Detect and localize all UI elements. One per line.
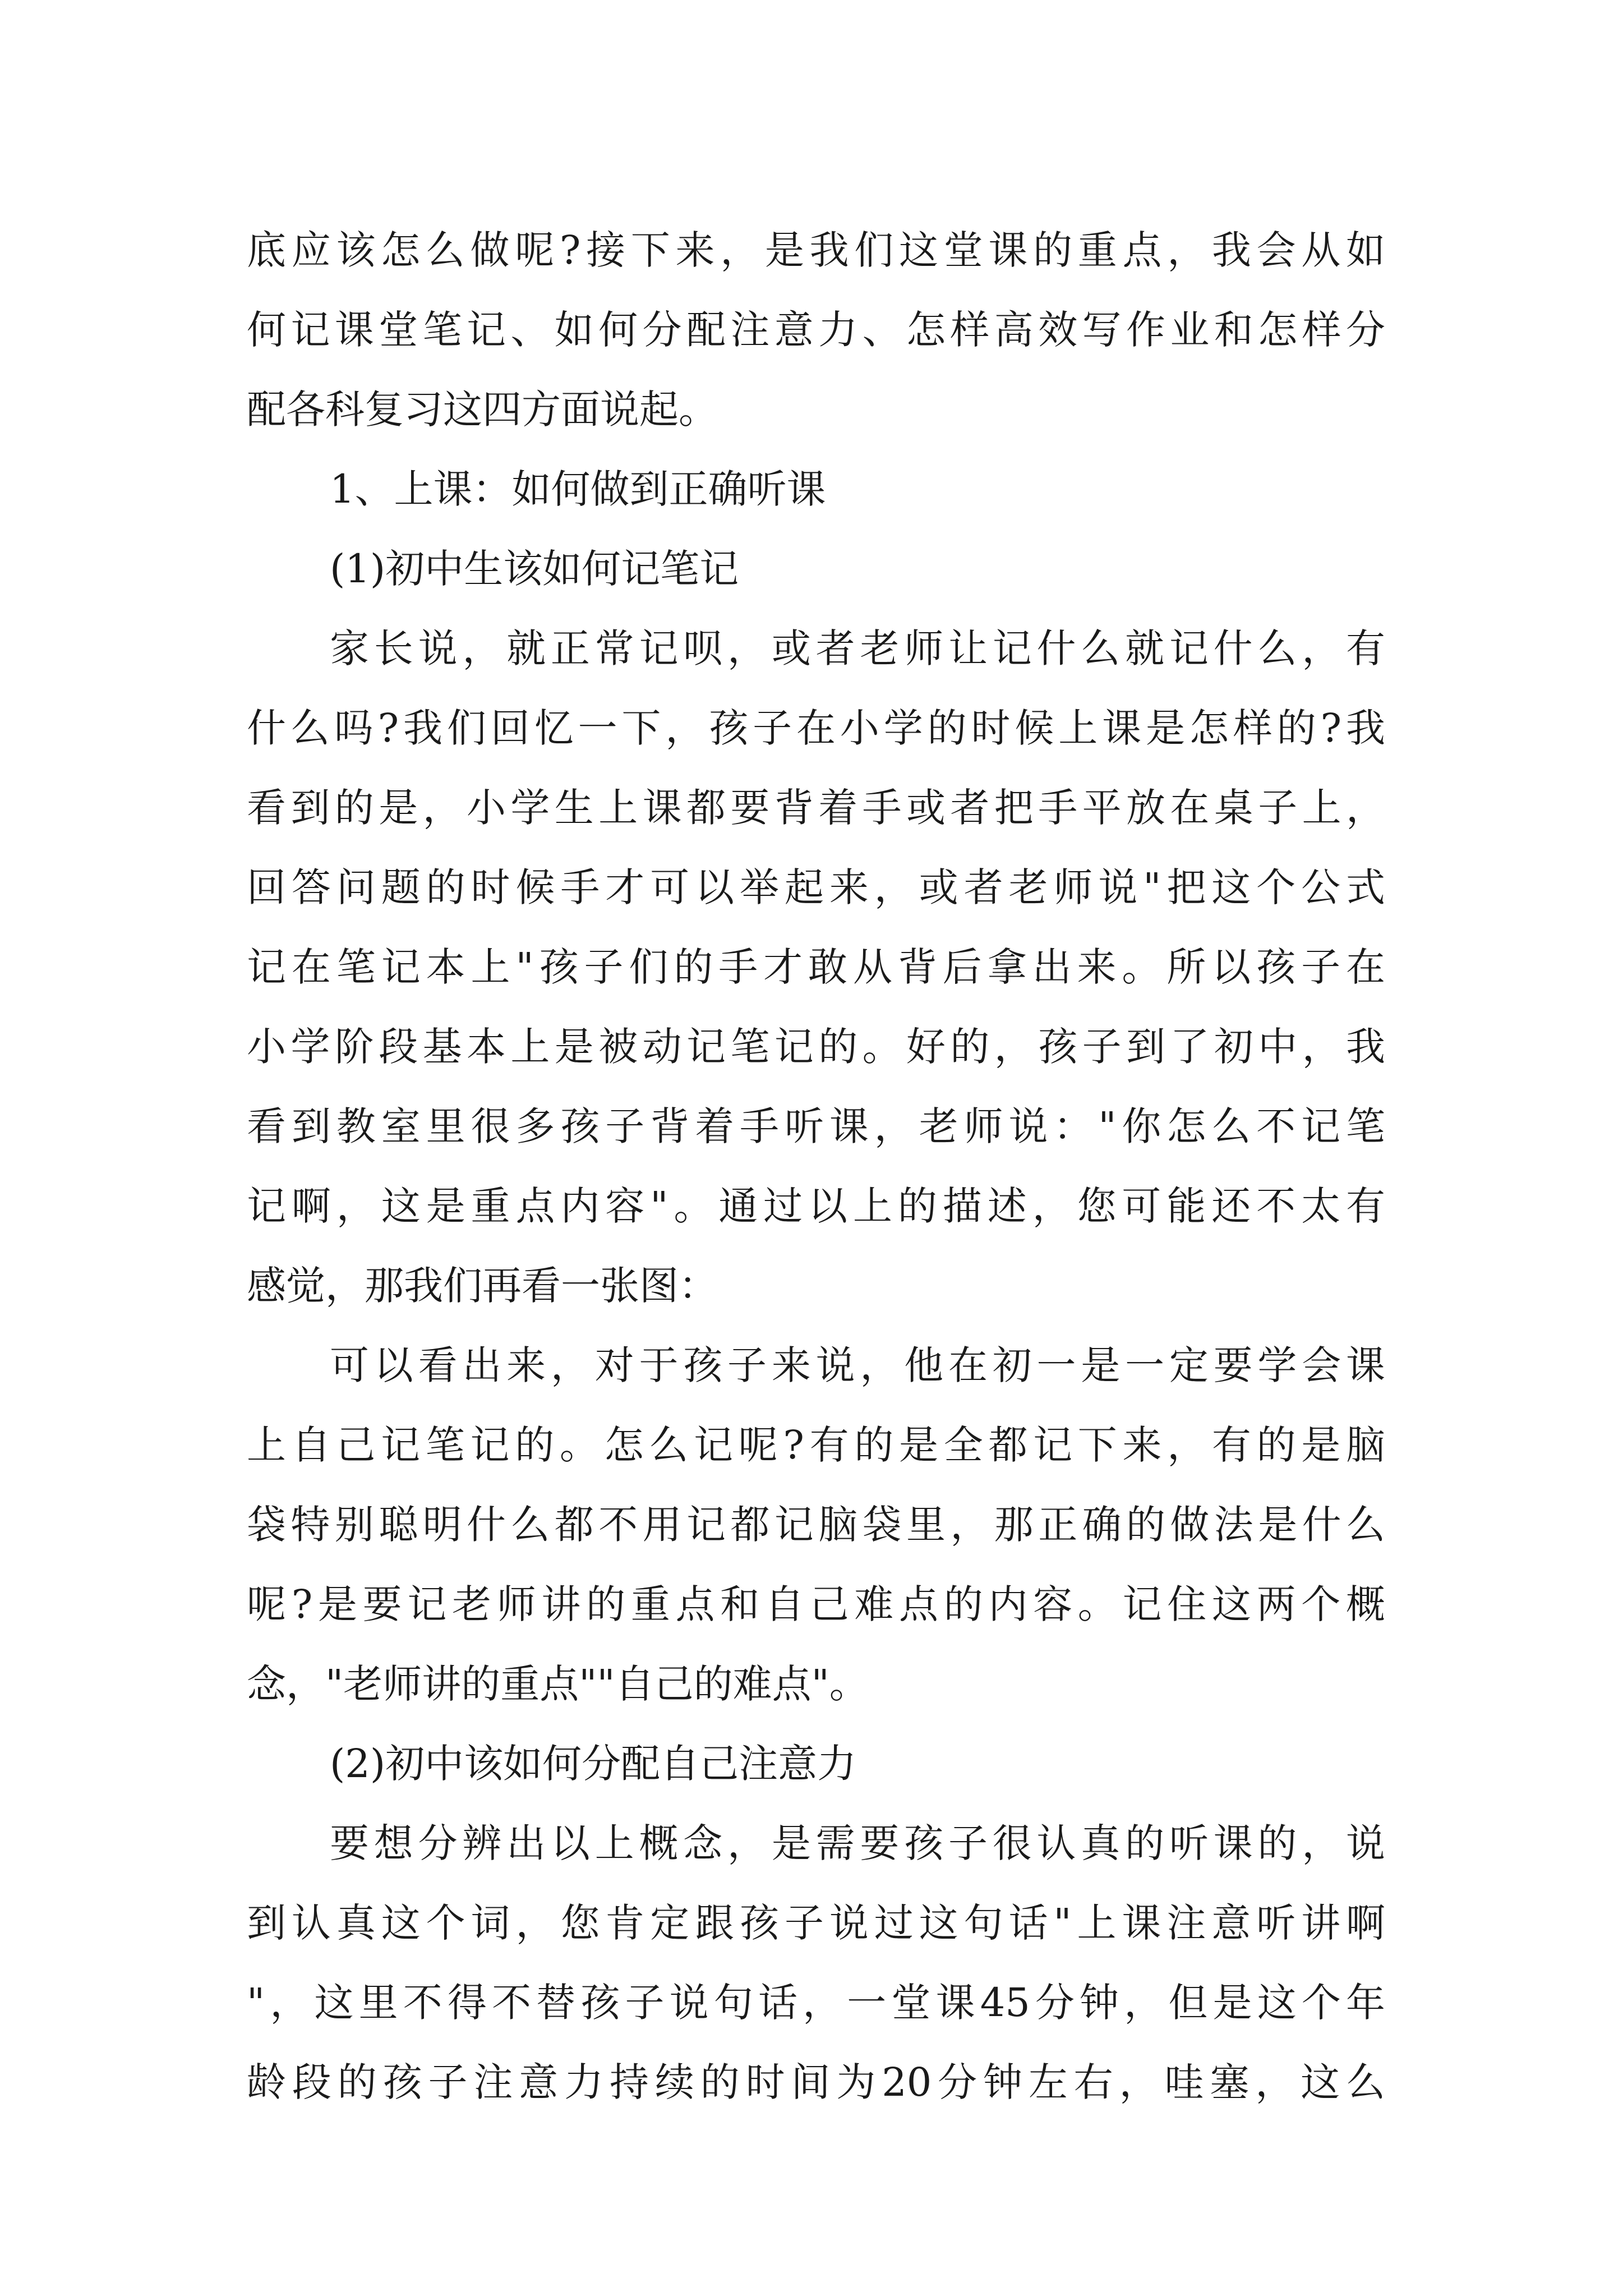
paragraph-line: 记在笔记本上"孩子们的手才敢从背后拿出来。所以孩子在 xyxy=(247,944,1385,990)
paragraph-line: 回答问题的时候手才可以举起来，或者老师说"把这个公式 xyxy=(247,864,1385,910)
paragraph-line: 袋特别聪明什么都不用记都记脑袋里，那正确的做法是什么 xyxy=(247,1502,1385,1548)
paragraph-line: 可以看出来，对于孩子来说，他在初一是一定要学会课 xyxy=(330,1342,1385,1388)
paragraph-line: 看到的是，小学生上课都要背着手或者把手平放在桌子上， xyxy=(247,785,1385,831)
paragraph-line: 什么吗?我们回忆一下，孩子在小学的时候上课是怎样的?我 xyxy=(247,705,1385,751)
paragraph-line: 呢?是要记老师讲的重点和自己难点的内容。记住这两个概 xyxy=(247,1581,1385,1627)
paragraph-line: 龄段的孩子注意力持续的时间为20分钟左右，哇塞，这么 xyxy=(247,2059,1385,2105)
paragraph-line: 小学阶段基本上是被动记笔记的。好的，孩子到了初中，我 xyxy=(247,1024,1385,1070)
paragraph-line: 记啊，这是重点内容"。通过以上的描述，您可能还不太有 xyxy=(247,1183,1385,1229)
paragraph-line: 上自己记笔记的。怎么记呢?有的是全都记下来，有的是脑 xyxy=(247,1422,1385,1468)
subsection-heading: (1)初中生该如何记笔记 xyxy=(330,546,739,592)
paragraph-line: 感觉，那我们再看一张图： xyxy=(247,1263,718,1309)
paragraph-line: 要想分辨出以上概念，是需要孩子很认真的听课的，说 xyxy=(330,1820,1385,1866)
paragraph-line: 何记课堂笔记、如何分配注意力、怎样高效写作业和怎样分 xyxy=(247,307,1385,353)
paragraph-line: 底应该怎么做呢?接下来，是我们这堂课的重点，我会从如 xyxy=(247,227,1385,273)
paragraph-line: 配各科复习这四方面说起。 xyxy=(247,386,718,432)
paragraph-line: 到认真这个词，您肯定跟孩子说过这句话"上课注意听讲啊 xyxy=(247,1900,1385,1946)
section-heading: 1、上课：如何做到正确听课 xyxy=(330,466,826,512)
subsection-heading: (2)初中该如何分配自己注意力 xyxy=(330,1741,857,1787)
paragraph-line: "，这里不得不替孩子说句话，一堂课45分钟，但是这个年 xyxy=(247,1980,1385,2026)
paragraph-line: 念，"老师讲的重点""自己的难点"。 xyxy=(247,1661,869,1707)
paragraph-line: 家长说，就正常记呗，或者老师让记什么就记什么，有 xyxy=(330,625,1385,671)
paragraph-line: 看到教室里很多孩子背着手听课，老师说："你怎么不记笔 xyxy=(247,1103,1385,1149)
document-body xyxy=(247,210,1385,2122)
